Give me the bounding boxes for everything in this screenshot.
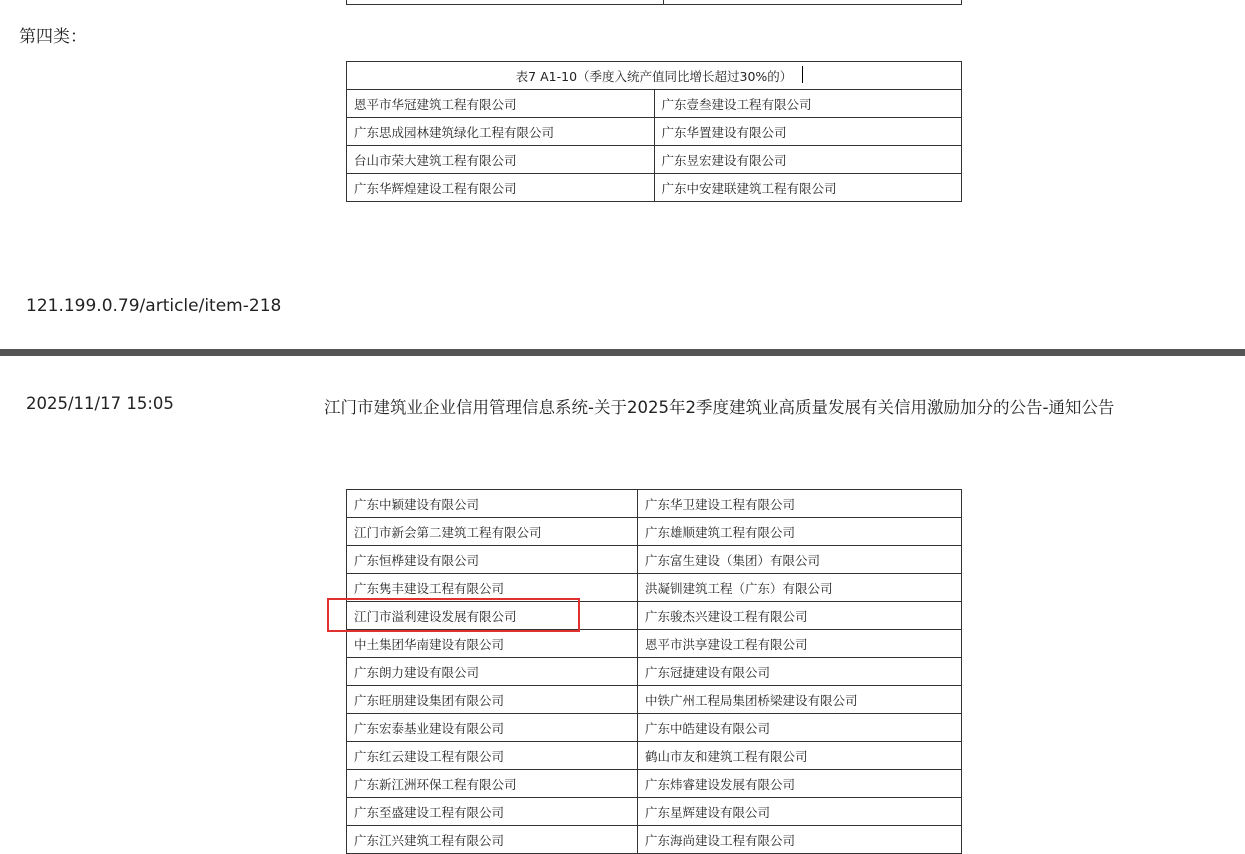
table-cell: 广东华辉煌建设工程有限公司 (347, 174, 655, 202)
table-cell: 洪凝钏建筑工程（广东）有限公司 (638, 574, 962, 602)
table-cell: 广东炜睿建设发展有限公司 (638, 770, 962, 798)
print-datetime: 2025/11/17 15:05 (26, 394, 174, 413)
page-break-divider (0, 349, 1245, 356)
table-cell: 广东冠捷建设有限公司 (638, 658, 962, 686)
table-row (347, 742, 962, 770)
table-cell: 广东江兴建筑工程有限公司 (347, 826, 638, 854)
text-cursor (802, 66, 803, 83)
table-cell: 广东红云建设工程有限公司 (347, 742, 638, 770)
table-cell: 中土集团华南建设有限公司 (347, 630, 638, 658)
table-cell: 鹤山市友和建筑工程有限公司 (638, 742, 962, 770)
table-row (347, 602, 962, 630)
table-7 (346, 61, 962, 202)
table-row (347, 174, 962, 202)
table-cell: 江门市新会第二建筑工程有限公司 (347, 518, 638, 546)
table-row (347, 90, 962, 118)
table-cell: 广东海尚建设工程有限公司 (638, 826, 962, 854)
table-row (347, 826, 962, 854)
table-cell: 广东恒桦建设有限公司 (347, 546, 638, 574)
table-cell: 广东壹叁建设工程有限公司 (654, 90, 962, 118)
table-cell: 中铁广州工程局集团桥梁建设有限公司 (638, 686, 962, 714)
table-row (347, 518, 962, 546)
table-row (347, 546, 962, 574)
table-cell: 广东旺朋建设集团有限公司 (347, 686, 638, 714)
table-cell: 广东富生建设（集团）有限公司 (638, 546, 962, 574)
table-cell (347, 0, 664, 5)
table-row (347, 146, 962, 174)
table-cell: 广东中皓建设有限公司 (638, 714, 962, 742)
table-cell: 广东星辉建设有限公司 (638, 798, 962, 826)
table-cell: 广东朗力建设有限公司 (347, 658, 638, 686)
highlighted-company-cell: 江门市溢利建设发展有限公司 (347, 602, 638, 630)
table-cell: 广东思成园林建筑绿化工程有限公司 (347, 118, 655, 146)
table-row (347, 798, 962, 826)
table-cell: 广东隽丰建设工程有限公司 (347, 574, 638, 602)
table-caption-row (347, 62, 962, 90)
table-cell: 广东中安建联建筑工程有限公司 (654, 174, 962, 202)
table-cell: 恩平市华冠建筑工程有限公司 (347, 90, 655, 118)
print-page-title: 江门市建筑业企业信用管理信息系统-关于2025年2季度建筑业高质量发展有关信用激励加分的公告-通知公告 (324, 398, 1115, 417)
table-row (347, 490, 962, 518)
table-row (347, 118, 962, 146)
table-cell: 广东华卫建设工程有限公司 (638, 490, 962, 518)
table-row (347, 770, 962, 798)
page-url: 121.199.0.79/article/item-218 (26, 296, 282, 316)
table-row (347, 574, 962, 602)
table-row (347, 686, 962, 714)
table-caption: 表7 A1-10（季度入统产值同比增长超过30%的） (347, 62, 962, 90)
company-table (346, 489, 962, 854)
section-label: 第四类： (19, 27, 87, 47)
table-cell: 广东骏杰兴建设工程有限公司 (638, 602, 962, 630)
table-row (347, 630, 962, 658)
table-cell: 广东中颖建设有限公司 (347, 490, 638, 518)
table-cell: 广东新江洲环保工程有限公司 (347, 770, 638, 798)
table-cell: 台山市荣大建筑工程有限公司 (347, 146, 655, 174)
table-cell: 广东昱宏建设有限公司 (654, 146, 962, 174)
table-cell: 广东至盛建设工程有限公司 (347, 798, 638, 826)
table-cell (664, 0, 962, 5)
table-cell: 广东雄顺建筑工程有限公司 (638, 518, 962, 546)
table-cell: 恩平市洪享建设工程有限公司 (638, 630, 962, 658)
table-cell: 广东华置建设有限公司 (654, 118, 962, 146)
table-row (347, 658, 962, 686)
table-row (347, 714, 962, 742)
previous-table-remnant (346, 0, 962, 5)
table-cell: 广东宏泰基业建设有限公司 (347, 714, 638, 742)
